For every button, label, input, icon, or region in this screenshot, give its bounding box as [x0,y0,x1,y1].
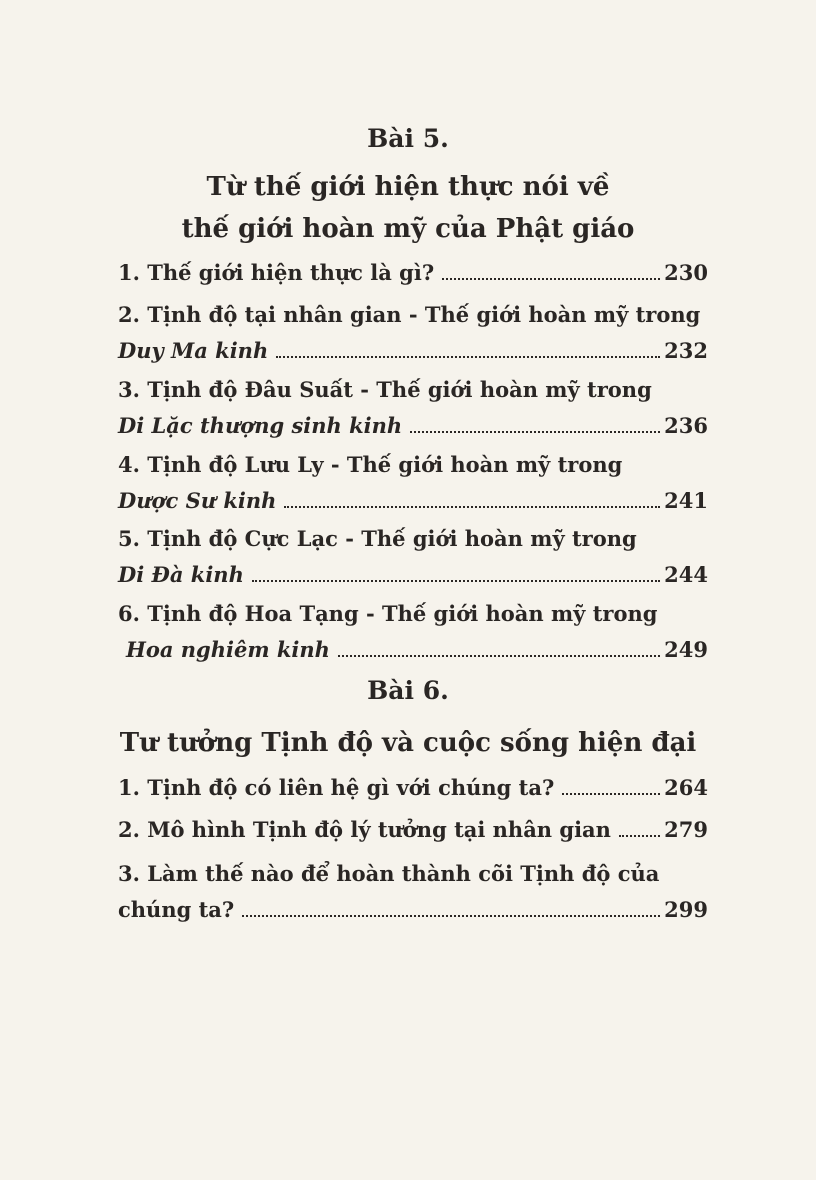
toc-entry-text: 6. Tịnh độ Hoa Tạng - Thế giới hoàn mỹ trong [118,601,658,626]
page-number: 299 [664,897,708,922]
page-number: 249 [664,637,708,662]
dot-leader [442,277,660,280]
toc-entry-5-2[interactable] [118,297,708,369]
toc-entry-sutra: Di Đà kinh [118,562,244,587]
toc-entry-5-3[interactable] [118,372,708,444]
toc-entry-sutra: Di Lặc thượng sinh kinh [118,413,403,438]
dot-leader [276,355,660,358]
dot-leader [252,579,660,582]
lesson-5-title-line2: thế giới hoàn mỹ của Phật giáo [181,214,635,244]
page-number: 230 [664,260,708,285]
page-number: 232 [664,338,708,363]
toc-entry-text: 3. Làm thế nào để hoàn thành cõi Tịnh độ của [118,861,660,886]
toc-entry-text: 1. Tịnh độ có liên hệ gì với chúng ta? [118,775,555,800]
page-number: 244 [664,562,708,587]
lesson-6-number: Bài 6. [367,676,449,705]
toc-entry-6-1[interactable] [118,770,708,806]
page-number: 264 [664,775,708,800]
lesson-5-number: Bài 5. [367,124,449,153]
lesson-6-title: Tư tưởng Tịnh độ và cuộc sống hiện đại [119,728,697,758]
toc-entry-sutra: Dược Sư kinh [118,488,277,513]
dot-leader [619,834,660,837]
toc-entry-5-6[interactable] [118,596,708,668]
dot-leader [410,430,660,433]
toc-entry-text-cont: chúng ta? [118,897,235,922]
dot-leader [242,914,660,917]
toc-entry-sutra: Duy Ma kinh [118,338,269,363]
toc-entry-text: 2. Tịnh độ tại nhân gian - Thế giới hoàn mỹ trong [118,302,701,327]
toc-entry-5-4[interactable] [118,447,708,519]
lesson-5-title-line1: Từ thế giới hiện thực nói về [206,172,610,202]
toc-entry-5-1[interactable] [118,255,708,291]
toc-entry-sutra: Hoa nghiêm kinh [126,637,330,662]
dot-leader [284,505,660,508]
dot-leader [338,654,660,657]
toc-entry-text: 1. Thế giới hiện thực là gì? [118,260,435,285]
dot-leader [562,792,660,795]
toc-entry-5-5[interactable] [118,521,708,593]
toc-entry-text: 2. Mô hình Tịnh độ lý tưởng tại nhân gian [118,817,611,842]
page-number: 279 [664,817,708,842]
toc-entry-text: 5. Tịnh độ Cực Lạc - Thế giới hoàn mỹ trong [118,526,637,551]
toc-entry-text: 3. Tịnh độ Đâu Suất - Thế giới hoàn mỹ trong [118,377,652,402]
toc-entry-6-2[interactable] [118,812,708,848]
toc-entry-text: 4. Tịnh độ Lưu Ly - Thế giới hoàn mỹ trong [118,452,623,477]
toc-entry-6-3[interactable] [118,856,708,928]
page-number: 241 [664,488,708,513]
page-number: 236 [664,413,708,438]
